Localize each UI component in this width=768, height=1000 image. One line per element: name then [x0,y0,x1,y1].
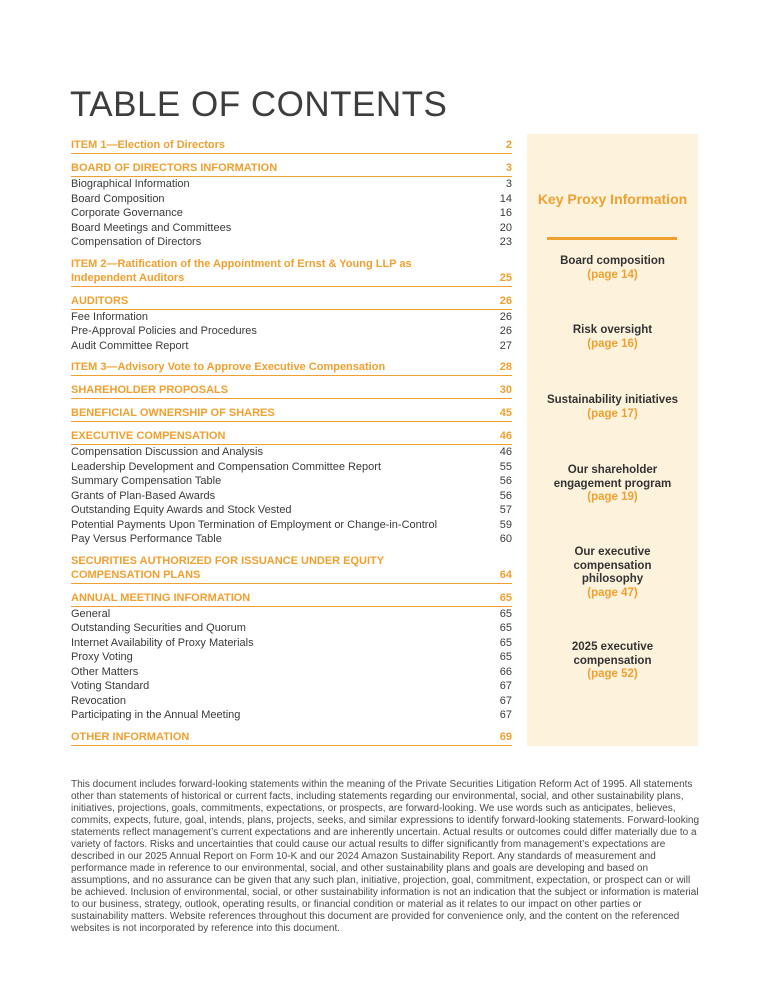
toc-section-heading[interactable] [71,138,512,154]
toc-entry[interactable] [71,445,512,460]
toc-section-beneficial-ownership [71,406,512,422]
toc-entry-label: Internet Availability of Proxy Materials [71,636,254,649]
toc-section-heading[interactable] [71,591,512,607]
sidebar-item-label: Sustainability initiatives [546,394,678,406]
toc-entry-label: Outstanding Securities and Quorum [71,622,246,634]
sidebar-item-risk-oversight[interactable] [533,324,692,351]
toc-entry-label: Fee Information [71,310,149,323]
toc-entry[interactable] [71,235,512,250]
toc-section-page: 69 [499,730,512,743]
toc-entry-label: Voting Standard [71,680,150,692]
sidebar-item-board-composition[interactable] [533,255,692,282]
toc-entry-page: 56 [499,475,512,487]
sidebar-item-label: Board composition [560,255,665,267]
toc-entry[interactable] [71,621,512,636]
toc-entry-label: Other Matters [71,665,139,678]
sidebar-item-page: (page 19) [587,491,638,503]
toc-entry[interactable] [71,324,512,339]
toc-entry-page: 46 [499,446,512,458]
toc-entry-label: Audit Committee Report [71,339,189,352]
toc-entry-page: 3 [505,178,512,190]
sidebar-item-page: (page 14) [587,268,638,281]
toc-section-title: SHAREHOLDER PROPOSALS [71,384,229,396]
toc-entry-page: 55 [499,460,512,473]
sidebar-item-label: Our shareholder engagement program [553,464,672,490]
toc-entry-page: 20 [499,221,512,234]
toc-section-page: 45 [499,407,512,419]
toc-section-heading[interactable] [71,383,512,399]
toc-section-item-1 [71,138,512,154]
toc-section-board [71,161,512,250]
toc-section-page: 26 [499,294,512,307]
toc-entry-page: 26 [499,310,512,323]
toc-section-executive-compensation [71,429,512,547]
toc-section-heading[interactable] [71,730,512,746]
toc-entry-label: Leadership Development and Compensation Committee Report [71,460,382,473]
toc-section-title: ITEM 1—Election of Directors [71,139,226,151]
toc-section-title: ANNUAL MEETING INFORMATION [71,591,251,604]
toc-entry-label: Proxy Voting [71,651,133,663]
sidebar-divider [547,237,677,240]
toc-entry-label: Summary Compensation Table [71,475,222,487]
toc-section-annual-meeting [71,591,512,723]
toc-entry-page: 59 [499,518,512,531]
toc-entry-label: Biographical Information [71,178,190,190]
toc-entry-label: Compensation of Directors [71,236,202,248]
toc-section-heading[interactable] [71,360,512,376]
toc-entry-page: 65 [499,636,512,649]
toc-entry[interactable] [71,679,512,694]
toc-section-page: 28 [499,361,512,373]
toc-entry-label: Corporate Governance [71,207,183,219]
toc-section-page: 30 [499,384,512,396]
toc-entry-page: 66 [499,665,512,678]
toc-entry-page: 14 [499,192,512,205]
toc-section-title: EXECUTIVE COMPENSATION [71,430,226,442]
toc-entry-page: 27 [499,339,512,352]
toc-section-auditors [71,294,512,354]
toc-entry-page: 65 [499,622,512,634]
toc-entry-page: 65 [499,651,512,663]
toc-entry-label: General [71,607,111,620]
toc-section-title: AUDITORS [71,294,129,307]
toc-entry[interactable] [71,339,512,354]
toc-section-shareholder-proposals [71,383,512,399]
toc-entry-page: 16 [499,207,512,219]
toc-section-title: BENEFICIAL OWNERSHIP OF SHARES [71,407,275,419]
toc-entry[interactable] [71,518,512,533]
toc-section-page: 3 [505,162,512,174]
sidebar-item-shareholder-engagement[interactable] [543,464,682,505]
toc-section-item-2 [71,257,512,287]
toc-section-title: BOARD OF DIRECTORS INFORMATION [71,162,278,174]
sidebar-item-2025-compensation[interactable] [557,641,668,682]
toc-entry-label: Revocation [71,694,127,707]
toc-entry-page: 67 [499,680,512,692]
toc-section-heading[interactable] [71,429,512,445]
toc-entry[interactable] [71,177,512,192]
toc-entry[interactable] [71,708,512,723]
toc-entry-page: 67 [499,709,512,721]
toc-entry-label: Outstanding Equity Awards and Stock Vested [71,504,292,516]
sidebar-item-page: (page 16) [587,337,638,350]
toc-entry-page: 60 [499,533,512,545]
key-proxy-sidebar [527,134,698,746]
toc-entry[interactable] [71,489,512,504]
toc-section-other-information [71,730,512,746]
sidebar-item-page: (page 52) [587,668,638,680]
sidebar-item-label: Our executive compensation philosophy [573,546,652,585]
toc-entry[interactable] [71,694,512,709]
toc-section-title: ITEM 3—Advisory Vote to Approve Executive Compensation [71,361,386,373]
toc-entry[interactable] [71,310,512,325]
sidebar-title: Key Proxy Information [537,191,688,207]
toc-entry[interactable] [71,665,512,680]
toc-entry-page: 65 [499,607,512,620]
sidebar-item-label: Risk oversight [572,324,653,336]
page-title: TABLE OF CONTENTS [70,85,448,124]
toc-section-page: 25 [499,271,512,284]
toc-entry[interactable] [71,460,512,475]
toc-section-heading[interactable] [71,554,512,584]
toc-section-title: SECURITIES AUTHORIZED FOR ISSUANCE UNDER EQUITY COMPENSATION PLANS [71,554,384,581]
toc-entry-label: Compensation Discussion and Analysis [71,446,263,458]
sidebar-item-page: (page 17) [587,407,638,420]
toc-entry[interactable] [71,503,512,518]
toc-entry-label: Participating in the Annual Meeting [71,709,241,721]
toc-entry-page: 26 [499,325,512,337]
sidebar-item-sustainability[interactable] [533,394,692,421]
toc-entry-page: 23 [499,236,512,248]
toc-entry[interactable] [71,221,512,236]
toc-entry-label: Board Meetings and Committees [71,221,232,234]
toc-entry-page: 67 [499,694,512,707]
toc-section-title: OTHER INFORMATION [71,730,190,743]
toc-section-title: ITEM 2—Ratification of the Appointment of Ernst & Young LLP as Independent Auditors [71,257,412,284]
toc-section-page: 2 [505,139,512,151]
toc-entry[interactable] [71,192,512,207]
table-of-contents [71,138,512,753]
toc-entry[interactable] [71,532,512,547]
toc-section-heading[interactable] [71,406,512,422]
toc-entry[interactable] [71,650,512,665]
toc-entry[interactable] [71,607,512,622]
toc-section-page: 46 [499,430,512,442]
sidebar-item-executive-philosophy[interactable] [557,546,668,600]
toc-entry[interactable] [71,206,512,221]
toc-entry-label: Board Composition [71,192,165,205]
toc-section-page: 65 [499,591,512,604]
toc-entry[interactable] [71,636,512,651]
sidebar-item-label: 2025 executive compensation [571,641,654,667]
toc-section-securities-authorized [71,554,512,584]
sidebar-item-page: (page 47) [587,586,638,599]
toc-entry-label: Grants of Plan-Based Awards [71,489,216,502]
toc-section-item-3 [71,360,512,376]
toc-section-heading[interactable] [71,257,512,287]
toc-section-heading[interactable] [71,161,512,177]
toc-entry-page: 57 [499,504,512,516]
toc-entry-label: Pay Versus Performance Table [71,533,222,545]
toc-section-page: 64 [499,568,512,581]
forward-looking-disclaimer: This document includes forward-looking statements within the meaning of the Private Securities Litigation Reform Act of 1995. All statements other than statements of historical or current facts, including statements regarding our environmental, social, and other sustainability plans, initiatives, projections, goals, commitments, expectations, or prospects, are forward-looking. We use words such as anticipates, believes, commits, expects, future, goal, intends, plans, projects, seeks, and similar expressions to identify forward-looking statements. Forward-looking statements reflect management’s current expectations and are inherently uncertain. Actual results or outcomes could differ materially due to a variety of factors. Risks and uncertainties that could cause our actual results to differ significantly from management’s expectations are described in our 2025 Annual Report on Form 10-K and our 2024 Amazon Sustainability Report. Any standards of measurement and performance made in reference to our environmental, social, and other sustainability plans and goals are developing and based on assumptions, and no assurance can be given that any such plan, initiative, projection, goal, commitment, expectation, or prospect can or will be achieved. Inclusion of environmental, social, or other sustainability information is not an indication that the subject or information is material to our business, strategy, outlook, operating results, or financial condition or material as it relates to our impact on other parties or sustainability matters. Website references throughout this document are provided for convenience only, and the content on the referenced websites is not incorporated by reference into this document. [71,779,700,934]
toc-section-heading[interactable] [71,294,512,310]
toc-entry-label: Pre-Approval Policies and Procedures [71,325,257,337]
toc-entry-page: 56 [499,489,512,502]
toc-entry[interactable] [71,474,512,489]
toc-entry-label: Potential Payments Upon Termination of Employment or Change-in-Control [71,518,438,531]
